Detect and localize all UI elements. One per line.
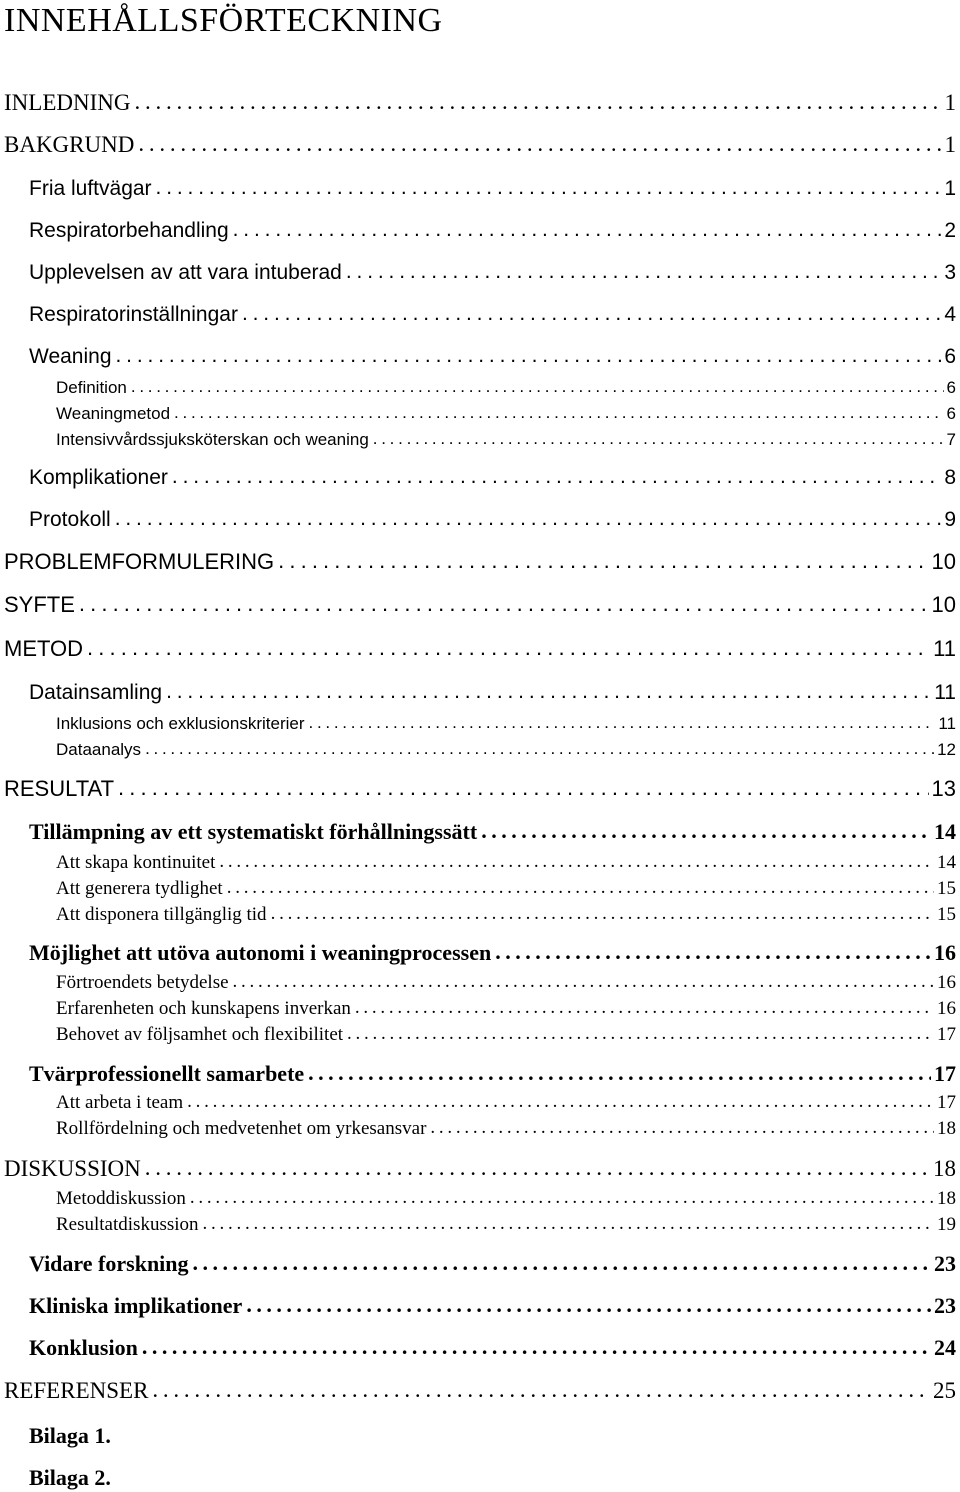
toc-page-number: 6 [946,404,956,423]
page-title: INNEHÅLLSFÖRTECKNING [4,2,443,39]
toc-entry [4,84,956,114]
toc-entry-title: Weaning [29,345,112,368]
toc-leader [495,941,931,963]
toc-leader [308,1062,931,1084]
toc-entry [29,1055,956,1085]
toc-leader [145,740,934,757]
toc-entry-title: Rollfördelning och medvetenhet om yrkesansvar [56,1118,427,1139]
toc-entry-title: Respiratorbehandling [29,219,229,242]
toc-entry [29,1329,956,1359]
toc-entry-title: Konklusion [29,1335,138,1360]
toc-page-number: 15 [937,878,956,899]
toc-entry [4,630,956,660]
toc-entry [29,673,956,703]
toc-entry [4,770,956,800]
toc-entry-title: Att arbeta i team [56,1092,184,1113]
toc-leader [193,1252,931,1274]
toc-page-number: 3 [944,261,956,284]
toc-page-number: 17 [937,1092,956,1113]
toc-entry-title: REFERENSER [4,1378,149,1403]
toc-leader [347,1024,934,1043]
toc-entry-title: Definition [56,378,127,397]
toc-page-number: 15 [937,904,956,925]
toc-leader [79,593,929,615]
toc-page-number: 4 [944,303,956,326]
toc-entry-title: SYFTE [4,592,75,617]
toc-entry-title: DISKUSSION [4,1156,141,1181]
toc-entry-title: Inklusions och exklusionskriterier [56,714,305,733]
toc-page-number: 18 [937,1188,956,1209]
toc-leader [430,1118,934,1137]
toc-subentry [56,728,956,758]
toc-leader [172,466,941,487]
toc-leader [278,550,928,572]
toc-page-number: 7 [946,430,956,449]
toc-page-number: 11 [933,636,956,661]
toc-entry-title: Förtroendets betydelse [56,972,229,993]
toc-entry-title: Metoddiskussion [56,1188,186,1209]
toc-leader [156,177,942,198]
toc-subentry [56,1108,956,1138]
toc-page-number: 24 [934,1335,956,1360]
toc-entry [29,211,956,241]
toc-leader [203,1214,934,1233]
toc-page-number: 6 [944,345,956,368]
appendix-label: Bilaga 2. [29,1465,111,1490]
toc-page-number: 11 [938,714,956,733]
toc-leader [152,1378,930,1401]
toc-entry [29,1287,956,1317]
toc-entry-title: Respiratorinställningar [29,303,238,326]
toc-leader [115,508,942,529]
toc-page-number: 10 [931,549,956,574]
toc-entry-title: Att generera tydlighet [56,878,223,899]
toc-entry [4,1372,956,1402]
toc-page-number: 12 [937,740,956,759]
toc-leader [138,132,941,155]
toc-page-number: 17 [937,1024,956,1045]
toc-leader [346,261,941,282]
toc-entry-title: METOD [4,636,84,661]
toc-entry-title: PROBLEMFORMULERING [4,549,275,574]
toc-entry-title: Resultatdiskussion [56,1214,199,1235]
toc-entry [29,295,956,325]
toc-entry-title: Att skapa kontinuitet [56,852,216,873]
toc-entry-title: Komplikationer [29,466,168,489]
toc-entry-title: Erfarenheten och kunskapens inverkan [56,998,351,1019]
toc-leader [373,430,944,447]
toc-subentry [56,1204,956,1234]
toc-leader [87,637,930,659]
toc-entry-title: Dataanalys [56,740,142,759]
toc-page-number: 9 [944,508,956,531]
toc-entry-title: Intensivvårdssjuksköterskan och weaning [56,430,369,449]
toc-entry [29,337,956,367]
toc-leader [116,345,942,366]
toc-entry-title: Fria luftvägar [29,177,152,200]
toc-leader [481,820,931,842]
toc-leader [166,681,931,702]
toc-page-number: 16 [934,940,956,965]
toc-subentry [56,418,956,448]
toc-page-number: 23 [934,1293,956,1318]
toc-entry-title: Weaningmetod [56,404,171,423]
toc-page-number: 14 [937,852,956,873]
toc-entry [29,253,956,283]
toc-entry-title: Tillämpning av ett systematiskt förhållningssätt [29,819,478,844]
toc-page-number: 18 [933,1156,956,1181]
toc-leader [242,303,941,324]
toc-leader [142,1336,931,1358]
toc-subentry [56,1014,956,1044]
toc-page-number: 6 [946,378,956,397]
toc-leader [118,777,929,799]
toc-entry [29,169,956,199]
toc-entry-title: Datainsamling [29,681,163,704]
toc-page-number: 1 [944,90,956,115]
toc-entry-title: Att disponera tillgänglig tid [56,904,267,925]
toc-entry-title: Upplevelsen av att vara intuberad [29,261,342,284]
toc-leader [134,90,941,113]
toc-leader [271,904,934,923]
toc-leader [246,1294,931,1316]
toc-entry [4,1150,956,1180]
toc-page-number: 1 [944,132,956,157]
toc-page-number: 1 [944,177,956,200]
toc-entry-title: Protokoll [29,508,111,531]
toc-page-number: 10 [931,592,956,617]
toc-leader [233,219,942,240]
toc-entry-title: BAKGRUND [4,132,135,157]
toc-page-number: 11 [934,681,956,704]
toc-page-number: 25 [933,1378,956,1403]
toc-page-number: 16 [937,998,956,1019]
appendix-label: Bilaga 1. [29,1423,111,1448]
toc-entry-title: Kliniska implikationer [29,1293,243,1318]
toc-entry-title: Tvärprofessionellt samarbete [29,1061,305,1086]
toc-page-number: 8 [944,466,956,489]
toc-entry-title: INLEDNING [4,90,131,115]
toc-page-number: 2 [944,219,956,242]
toc-page-number: 13 [931,776,956,801]
toc-leader [145,1156,930,1179]
toc-entry [4,543,956,573]
toc-entry [4,586,956,616]
toc-page-number: 19 [937,1214,956,1235]
toc-entry-title: Behovet av följsamhet och flexibilitet [56,1024,344,1045]
toc-page-number: 14 [934,819,956,844]
toc-page-number: 17 [934,1061,956,1086]
toc-page-number: 18 [937,1118,956,1139]
toc-entry [29,934,956,964]
toc-page-number: 16 [937,972,956,993]
toc-entry [29,458,956,488]
toc-entry [29,1245,956,1275]
toc-entry-title: RESULTAT [4,776,115,801]
toc-entry [4,126,956,156]
toc-entry-title: Möjlighet att utöva autonomi i weaningprocessen [29,940,492,965]
toc-subentry [56,894,956,924]
toc-entry-title: Vidare forskning [29,1251,189,1276]
toc-entry [29,500,956,530]
toc-entry [29,813,956,843]
toc-page-number: 23 [934,1251,956,1276]
